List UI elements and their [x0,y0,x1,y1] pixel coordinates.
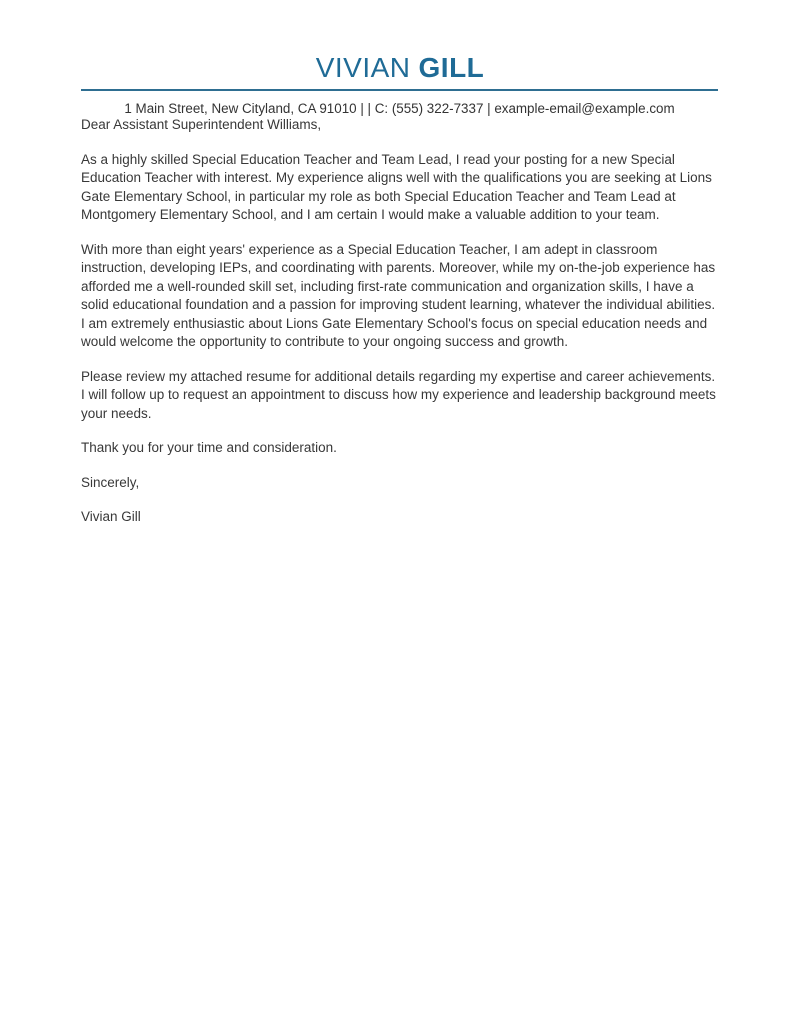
letter-content [81,89,718,527]
last-name-text: GILL [418,52,485,83]
paragraph-intro: As a highly skilled Special Education Teacher and Team Lead, I read your posting for a new Special Education Teacher with interest. My experience aligns well with the qualifications you are seeking at Lions Gate Elementary School, in particular my role as both Special Education Teacher and Team Lead at Montgomery Elementary School, and I am certain I would make a valuable addition to your team. [81,151,712,222]
paragraph-resume: Please review my attached resume for additional details regarding my expertise and career achievements. I will follow up to request an appointment to discuss how my experience and leadership background meets your needs. [81,368,716,421]
salutation: Dear Assistant Superintendent Williams, [81,117,322,132]
page-title [0,52,800,84]
paragraph-experience: With more than eight years' experience as a Special Education Teacher, I am adept in classroom instruction, developing IEPs, and coordinating with parents. Moreover, while my on-the-job experience has afforded me a well-rounded skill set, including first-rate communication and organization skills, I have a solid educational foundation and a passion for improving student learning, whatever the individual abilities. I am extremely enthusiastic about Lions Gate Elementary School's focus on special education needs and would welcome the opportunity to contribute to your ongoing success and growth. [81,241,716,349]
letter-body [81,116,718,527]
header-divider [81,89,718,91]
signature-name: Vivian Gill [81,509,141,524]
contact-line: 1 Main Street, New Cityland, CA 91010 | | C: (555) 322-7337 | example-email@example.com [124,101,675,116]
thank-you-line: Thank you for your time and consideration. [81,440,337,455]
first-name-text: VIVIAN [315,52,411,83]
closing-line: Sincerely, [81,474,140,490]
